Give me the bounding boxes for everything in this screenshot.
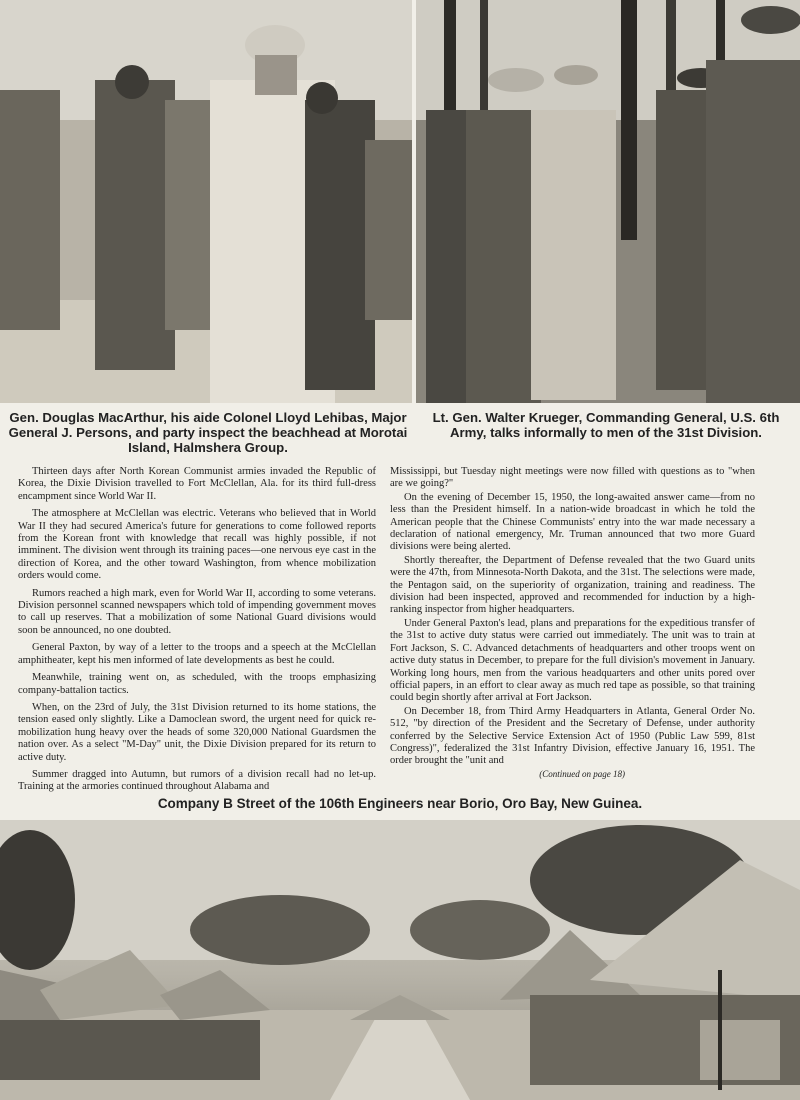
macarthur-beachhead-photo [0, 0, 412, 403]
paragraph: Meanwhile, training went on, as scheduled, with the troops emphasizing company-battalion tactics. [18, 672, 376, 696]
continued-note: (Continued on page 18) [539, 768, 625, 779]
paragraph: Thirteen days after North Korean Communist armies invaded the Republic of Korea, the Dixie Division travelled to Fort McClellan, Ala. for its third full-dress encampment since World War II. [18, 466, 376, 502]
paragraph: General Paxton, by way of a letter to the troops and a speech at the McClellan amphitheater, kept his men informed of late developments as best he could. [18, 642, 376, 666]
paragraph: Summer dragged into Autumn, but rumors of a division recall had no let-up. Training at the armories continued throughout Alabama and [18, 768, 376, 793]
company-b-photo-caption: Company B Street of the 106th Engineers near Borio, Oro Bay, New Guinea. [157, 796, 643, 811]
paragraph: When, on the 23rd of July, the 31st Division returned to its home stations, the tension eased only slightly. Like a Damoclean sword, the urgent need for quick re-mobilization hung heavy over the heads of some 320,000 National Guardsmen the nation over. As a select "M-Day" unit, the Dixie Division prepared for its return to active duty. [18, 701, 376, 763]
paragraph: On the evening of December 15, 1950, the long-awaited answer came—from no less than the President himself. In a nation-wide broadcast in which he told the American people that the Chinese Communists' entry into the war made necessary a declaration of national emergency, Mr. Truman announced that two more Guard divisions were being alerted. [390, 491, 755, 553]
company-b-street-photo [0, 820, 800, 1100]
paragraph: The atmosphere at McClellan was electric. Veterans who believed that in World War II they had secured America's future for generations to come followed reports from the Korean front with knowledge that recall was highly possible, if not imminent. The division went through its training paces—one nervous eye cast in the direction of Korea, and the other toward Washington, from whence mobilization orders would come. [18, 508, 376, 582]
article-right-column [390, 466, 755, 779]
krueger-jungle-photo [416, 0, 800, 403]
paragraph: On December 18, from Third Army Headquarters in Atlanta, General Order No. 512, "by direction of the President and the Secretary of Defense, under authority conferred by the Selective Service Extension Act of 1950 (Public Law 599, 81st Congress)", federalized the 31st Infantry Division, effective January 16, 1951. The order brought the "unit and [390, 705, 755, 767]
krueger-photo-caption: Lt. Gen. Walter Krueger, Commanding General, U.S. 6th Army, talks informally to men of the 31st Division. [432, 410, 780, 440]
macarthur-photo-caption: Gen. Douglas MacArthur, his aide Colonel Lloyd Lehibas, Major General J. Persons, and party inspect the beachhead at Morotai Island, Halmshera Group. [8, 410, 408, 455]
article-left-column [18, 466, 376, 795]
paragraph: Under General Paxton's lead, plans and preparations for the expeditious transfer of the 31st to active duty status were carried out immediately. The unit was to train at Fort Jackson, S. C. Advanced detachments of headquarters and other troops went on active duty status in December, to prepare for the full division's movement in January. Working long hours, men from the various headquarters and other units pored over official papers, in an effort to clear away as much red tape as possible, so that training could begin shortly after arrival at Fort Jackson. [390, 617, 755, 704]
paragraph: Rumors reached a high mark, even for World War II, according to some veterans. Division personnel scanned newspapers which told of impending government moves to call up reserves. That a mobilization of some National Guard divisions would soon be announced, no one doubted. [18, 587, 376, 636]
paragraph: Shortly thereafter, the Department of Defense revealed that the two Guard units were the 47th, from Minnesota-North Dakota, and the 31st. The selections were made, the Pentagon said, on the superiority of organization, training and readiness. The division had been inspected, approved and recommended for induction by a high-ranking inspector from higher headquarters. [390, 554, 755, 616]
paragraph: Mississippi, but Tuesday night meetings were now filled with questions as to "when are we going?" [390, 466, 755, 490]
